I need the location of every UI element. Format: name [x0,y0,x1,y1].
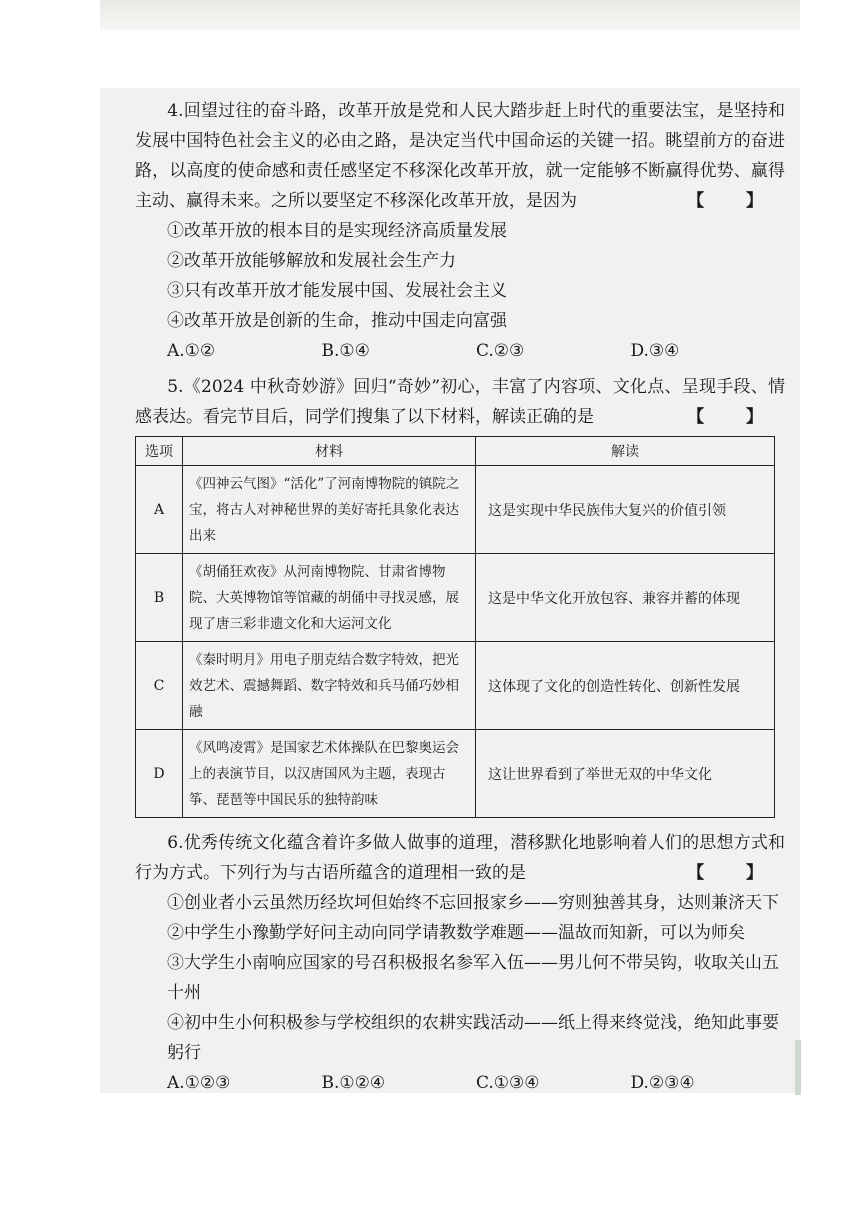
exam-content [135,96,785,1104]
question-4 [135,96,785,216]
row-interpretation: 这让世界看到了举世无双的中华文化 [476,730,775,818]
page-edge [795,1040,801,1095]
option-1: ①创业者小云虽然历经坎坷但始终不忘回报家乡——穷则独善其身，达则兼济天下 [167,893,779,913]
question-6-stem: 6.优秀传统文化蕴含着许多做人做事的道理，潜移默化地影响着人们的思想方式和行为方式。下列行为与古语所蕴含的道理相一致的是 [135,833,785,883]
table-header-row [136,437,775,466]
choice-a: A.①② [167,341,216,361]
header-material: 材料 [183,437,476,466]
option-1: ①改革开放的根本目的是实现经济高质量发展 [167,221,507,241]
choice-d: D.②③④ [630,1073,695,1093]
row-material: 《四神云气图》“活化”了河南博物院的镇院之宝，将古人对神秘世界的美好寄托具象化表达出来 [183,466,476,554]
choice-c: C.②③ [476,341,525,361]
question-5-stem: 5.《2024 中秋奇妙游》回归“奇妙”初心，丰富了内容项、文化点、呈现手段、情感表达。看完节目后，同学们搜集了以下材料，解读正确的是 [135,377,785,427]
header-interpretation: 解读 [476,437,775,466]
answer-choices [135,336,785,366]
row-interpretation: 这是实现中华民族伟大复兴的价值引领 [476,466,775,554]
table-row [136,554,775,642]
row-key: A [136,466,183,554]
option-2: ②中学生小豫勤学好问主动向同学请教数学难题——温故而知新，可以为师矣 [167,923,745,943]
choice-b: B.①②④ [321,1073,386,1093]
page-top-strip [100,0,800,30]
row-key: B [136,554,183,642]
row-material: 《秦时明月》用电子朋克结合数字特效，把光效艺术、震撼舞蹈、数字特效和兵马俑巧妙相融 [183,642,476,730]
option-3: ③大学生小南响应国家的号召积极报名参军入伍——男儿何不带吴钩，收取关山五十州 [167,953,779,1003]
choice-d: D.③④ [630,341,680,361]
materials-table [135,436,775,818]
choice-a: A.①②③ [167,1073,231,1093]
row-material: 《胡俑狂欢夜》从河南博物院、甘肃省博物院、大英博物馆等馆藏的胡俑中寻找灵感，展现了唐三彩非遗文化和大运河文化 [183,554,476,642]
table-row [136,730,775,818]
option-2: ②改革开放能够解放和发展社会生产力 [167,251,456,271]
choice-b: B.①④ [321,341,370,361]
row-key: D [136,730,183,818]
question-4-stem: 4.回望过往的奋斗路，改革开放是党和人民大踏步赶上时代的重要法宝，是坚持和发展中国特色社会主义的必由之路，是决定当代中国命运的关键一招。眺望前方的奋进路，以高度的使命感和责任感坚定不移深化改革开放，就一定能够不断赢得优势、赢得主动、赢得未来。之所以要坚定不移深化改革开放，是因为 [135,101,785,211]
row-interpretation: 这体现了文化的创造性转化、创新性发展 [476,642,775,730]
option-4: ④初中生小何积极参与学校组织的农耕实践活动——纸上得来终觉浅，绝知此事要躬行 [167,1013,779,1063]
option-3: ③只有改革开放才能发展中国、发展社会主义 [167,281,507,301]
row-material: 《风鸣凌霄》是国家艺术体操队在巴黎奥运会上的表演节目，以汉唐国风为主题，表现古筝、琵琶等中国民乐的独特韵味 [183,730,476,818]
question-6 [135,828,785,888]
row-interpretation: 这是中华文化开放包容、兼容并蓄的体现 [476,554,775,642]
answer-bracket: 【 】 [687,407,781,427]
header-option: 选项 [136,437,183,466]
table-row [136,642,775,730]
question-5 [135,372,785,432]
option-4: ④改革开放是创新的生命，推动中国走向富强 [167,311,507,331]
table-row [136,466,775,554]
answer-bracket: 【 】 [687,863,781,883]
answer-bracket: 【 】 [687,191,781,211]
answer-choices [135,1068,785,1098]
row-key: C [136,642,183,730]
choice-c: C.①③④ [476,1073,540,1093]
